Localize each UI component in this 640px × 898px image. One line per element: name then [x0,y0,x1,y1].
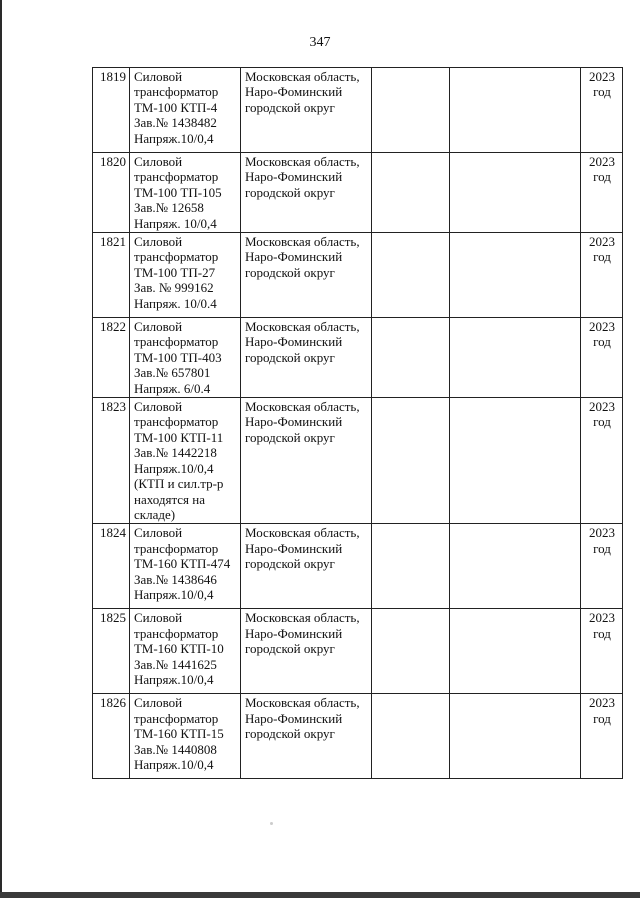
year-line: 2023 [589,319,615,335]
location-cell [241,318,372,398]
empty-cell [450,68,581,153]
location-line: городской округ [245,264,335,280]
year-cell [581,233,623,318]
empty-cell [372,694,450,779]
item-description-line: Зав.№ 1442218 [134,445,217,461]
location-line: Наро-Фоминский [245,169,343,185]
empty-cell [450,153,581,233]
item-description-line: Зав.№ 1441625 [134,656,217,672]
location-line: Московская область, [245,319,360,335]
item-description-line: Напряж. 10/0.4 [134,295,217,311]
row-number-cell: 1825 [93,609,130,694]
year-line: год [593,84,611,100]
location-cell [241,153,372,233]
row-number-cell: 1819 [93,68,130,153]
item-description-line: Силовой [134,234,183,250]
location-line: Наро-Фоминский [245,625,343,641]
empty-cell [372,524,450,609]
year-line: год [593,334,611,350]
item-description-cell [130,524,241,609]
year-cell [581,694,623,779]
item-description-line: Силовой [134,610,183,626]
item-description-cell [130,68,241,153]
location-line: Наро-Фоминский [245,540,343,556]
item-description-line: (КТП и сил.тр-р [134,476,224,492]
item-description-line: ТМ-100 КТП-4 [134,99,218,115]
year-line: 2023 [589,610,615,626]
empty-cell [450,609,581,694]
item-description-line: Силовой [134,154,183,169]
location-line: Наро-Фоминский [245,414,343,430]
item-description-line: Напряж. 10/0,4 [134,215,217,231]
item-description-line: ТМ-160 КТП-15 [134,726,224,742]
table-row [93,524,623,609]
item-description-line: Напряж.10/0,4 [134,586,214,602]
empty-cell [450,318,581,398]
location-cell [241,398,372,524]
item-description-line: трансформатор [134,84,219,100]
row-number-cell: 1820 [93,153,130,233]
location-cell [241,68,372,153]
year-line: год [593,710,611,726]
item-description-line: трансформатор [134,249,219,265]
table-row [93,233,623,318]
location-line: городской округ [245,641,335,657]
year-line: год [593,625,611,641]
year-cell [581,318,623,398]
location-line: Наро-Фоминский [245,249,343,265]
row-number-cell: 1821 [93,233,130,318]
empty-cell [372,318,450,398]
empty-cell [450,398,581,524]
item-description-line: находятся на [134,491,206,507]
empty-cell [372,233,450,318]
item-description-line: Напряж.10/0,4 [134,671,214,687]
item-description-cell [130,318,241,398]
year-cell [581,153,623,233]
table-row [93,398,623,524]
location-line: городской округ [245,429,335,445]
table-row [93,153,623,233]
location-line: городской округ [245,726,335,742]
empty-cell [450,694,581,779]
scan-speck [270,822,273,825]
item-description-line: ТМ-160 КТП-474 [134,556,231,572]
location-cell [241,609,372,694]
location-line: городской округ [245,556,335,572]
item-description-line: ТМ-100 КТП-11 [134,429,224,445]
item-description-line: Напряж.10/0,4 [134,756,214,772]
location-line: городской округ [245,184,335,200]
item-description-line: Силовой [134,525,183,541]
item-description-line: Напряж.10/0,4 [134,130,214,146]
location-line: Московская область, [245,69,360,84]
year-line: 2023 [589,399,615,415]
item-description-line: Зав.№ 1438482 [134,115,217,131]
year-line: год [593,169,611,185]
item-description-cell [130,153,241,233]
item-description-line: складе) [134,506,176,522]
year-cell [581,398,623,524]
item-description-line: Зав.№ 12658 [134,200,204,216]
table-row [93,68,623,153]
row-number-cell: 1822 [93,318,130,398]
item-description-line: трансформатор [134,334,219,350]
location-line: Наро-Фоминский [245,334,343,350]
item-description-line: Зав. № 999162 [134,280,214,296]
location-line: Московская область, [245,154,360,169]
item-description-line: трансформатор [134,710,219,726]
page-number: 347 [309,35,331,50]
year-cell [581,609,623,694]
location-cell [241,524,372,609]
location-line: Московская область, [245,695,360,711]
year-line: 2023 [589,69,615,84]
empty-cell [372,609,450,694]
row-number-cell: 1823 [93,398,130,524]
equipment-table [92,67,623,779]
year-line: год [593,540,611,556]
location-line: городской округ [245,99,335,115]
year-line: 2023 [589,234,615,250]
item-description-line: Силовой [134,69,183,84]
table-row [93,318,623,398]
item-description-cell [130,609,241,694]
location-line: городской округ [245,349,335,365]
empty-cell [372,68,450,153]
item-description-line: Силовой [134,319,183,335]
equipment-table-body [93,68,623,779]
empty-cell [372,398,450,524]
year-cell [581,68,623,153]
item-description-line: ТМ-100 ТП-27 [134,264,216,280]
item-description-line: Зав.№ 657801 [134,365,211,381]
year-line: 2023 [589,695,615,711]
table-row [93,694,623,779]
item-description-line: Силовой [134,399,183,415]
year-line: 2023 [589,525,615,541]
item-description-line: Зав.№ 1440808 [134,741,217,757]
item-description-line: ТМ-100 ТП-403 [134,349,222,365]
location-cell [241,694,372,779]
empty-cell [372,153,450,233]
item-description-cell [130,398,241,524]
row-number-cell: 1824 [93,524,130,609]
location-line: Московская область, [245,234,360,250]
item-description-line: трансформатор [134,414,219,430]
item-description-line: Напряж.10/0,4 [134,460,214,476]
row-number-cell: 1826 [93,694,130,779]
location-line: Наро-Фоминский [245,710,343,726]
item-description-line: ТМ-100 ТП-105 [134,184,222,200]
scan-edge-bottom [0,892,640,898]
item-description-line: Напряж. 6/0.4 [134,380,211,396]
item-description-line: ТМ-160 КТП-10 [134,641,224,657]
item-description-line: Силовой [134,695,183,711]
year-line: год [593,414,611,430]
location-line: Московская область, [245,525,360,541]
item-description-line: трансформатор [134,540,219,556]
empty-cell [450,233,581,318]
item-description-line: Зав.№ 1438646 [134,571,217,587]
item-description-line: трансформатор [134,169,219,185]
empty-cell [450,524,581,609]
year-line: 2023 [589,154,615,169]
scan-edge-left [0,0,2,898]
item-description-cell [130,233,241,318]
location-line: Московская область, [245,399,360,415]
year-cell [581,524,623,609]
table-row [93,609,623,694]
location-cell [241,233,372,318]
item-description-cell [130,694,241,779]
year-line: год [593,249,611,265]
location-line: Московская область, [245,610,360,626]
item-description-line: трансформатор [134,625,219,641]
location-line: Наро-Фоминский [245,84,343,100]
